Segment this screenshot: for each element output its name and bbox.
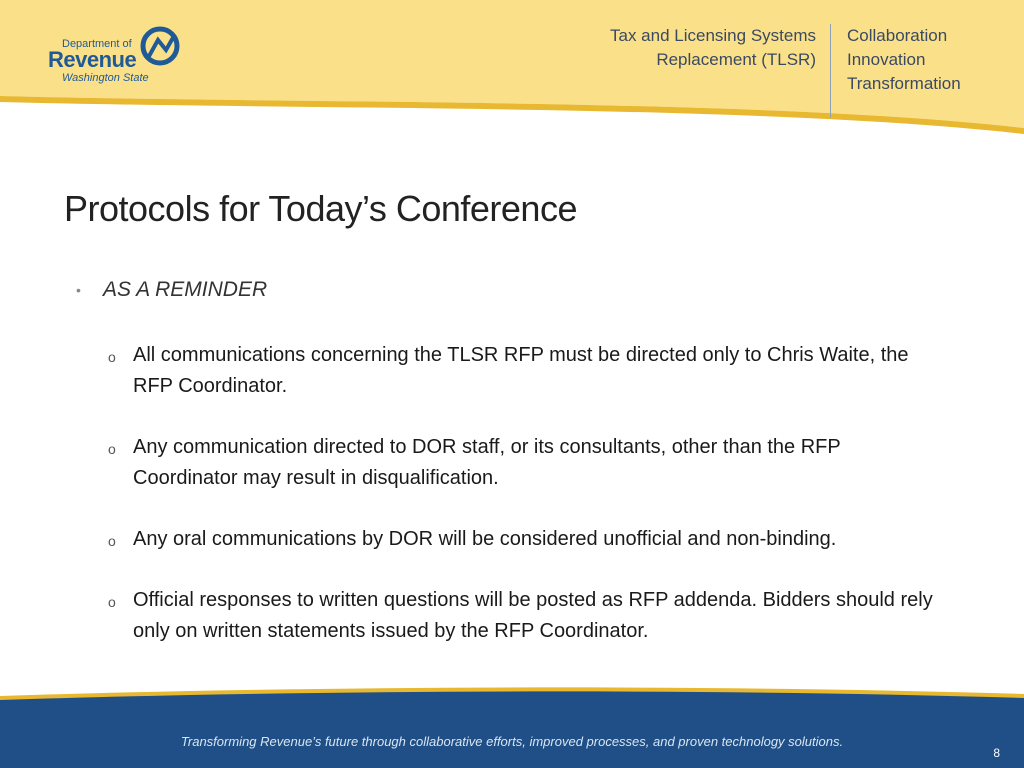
logo-dept-text: Department of (62, 38, 132, 50)
sub-bullet-text: Official responses to written questions will be posted as RFP addenda. Bidders should rely only on written statements issued by the RFP Coordinator. (133, 589, 933, 642)
tagline-innovation: Innovation (847, 50, 926, 69)
slide-title: Protocols for Today’s Conference (64, 188, 577, 229)
footer-banner (0, 678, 1024, 768)
tagline (847, 24, 961, 96)
sub-bullet-text: Any oral communications by DOR will be considered unofficial and non-binding. (133, 528, 837, 550)
sub-bullet-item (108, 340, 938, 402)
sub-bullet-list (108, 340, 938, 677)
circle-bullet-icon: o (108, 441, 116, 457)
circle-bullet-icon: o (108, 594, 116, 610)
header-divider (830, 24, 831, 118)
project-title-line1: Tax and Licensing Systems (610, 26, 816, 45)
circle-bullet-icon: o (108, 533, 116, 549)
sub-bullet-item (108, 432, 938, 494)
project-title-line2: Replacement (TLSR) (656, 50, 816, 69)
sub-bullet-item (108, 585, 938, 647)
logo-emblem-icon (140, 26, 180, 66)
tagline-collaboration: Collaboration (847, 26, 948, 45)
page-number: 8 (993, 746, 1000, 760)
bullet-dot-icon: • (76, 282, 81, 298)
sub-bullet-text: Any communication directed to DOR staff, or its consultants, other than the RFP Coordinator may result in disqualification. (133, 436, 841, 489)
project-title (610, 24, 816, 72)
bullet-text: AS A REMINDER (103, 278, 268, 301)
logo-state-text: Washington State (62, 72, 149, 84)
logo-revenue-text: Revenue (48, 47, 137, 72)
tagline-transformation: Transformation (847, 74, 961, 93)
sub-bullet-item (108, 524, 938, 555)
dor-logo (44, 20, 194, 90)
sub-bullet-text: All communications concerning the TLSR RFP must be directed only to Chris Waite, the RFP Coordinator. (133, 344, 909, 397)
footer-slogan: Transforming Revenue’s future through collaborative efforts, improved processes, and proven technology solutions. (180, 734, 844, 749)
circle-bullet-icon: o (108, 349, 116, 365)
